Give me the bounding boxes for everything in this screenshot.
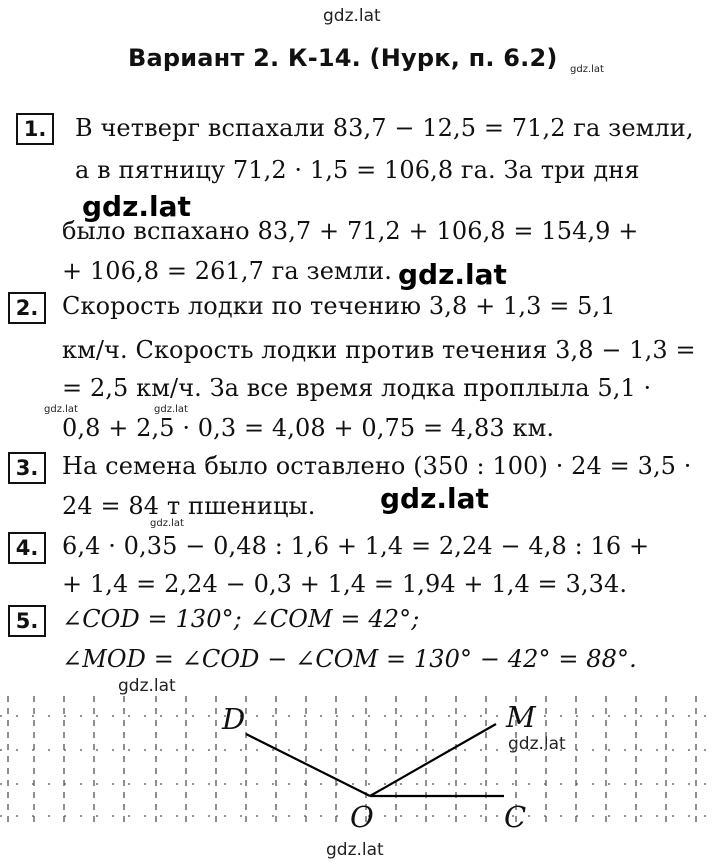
- task-1-line-4: + 106,8 = 261,7 га земли.: [62, 257, 392, 285]
- task-1-line-1: В четверг вспахали 83,7 − 12,5 = 71,2 га земли,: [75, 114, 694, 142]
- watermark-task5: gdz.lat: [118, 676, 176, 696]
- point-label-C: C: [504, 800, 527, 834]
- task-4-line-1: 6,4 · 0,35 − 0,48 : 1,6 + 1,4 = 2,24 − 4,8 : 16 +: [62, 532, 650, 560]
- page-title: Вариант 2. К-14. (Нурк, п. 6.2): [128, 44, 558, 72]
- task-2-line-3: = 2,5 км/ч. За все время лодка проплыла 5,1 ·: [62, 374, 652, 402]
- task-5-line-2: ∠MOD = ∠COD − ∠COM = 130° − 42° = 88°.: [62, 645, 637, 673]
- task-5-number: 5.: [8, 605, 46, 637]
- watermark-task3: gdz.lat: [380, 482, 489, 515]
- watermark-top: gdz.lat: [323, 6, 381, 26]
- task-4-number: 4.: [8, 532, 46, 564]
- task-3-line-2: 24 = 84 т пшеницы.: [62, 492, 316, 520]
- ray-OD: [246, 734, 370, 796]
- point-label-M: M: [506, 700, 536, 734]
- task-1-number: 1.: [16, 113, 54, 145]
- watermark-task2-a: gdz.lat: [44, 404, 78, 415]
- watermark-task1-b: gdz.lat: [398, 258, 507, 291]
- task-2-number: 2.: [8, 292, 46, 324]
- task-4-line-2: + 1,4 = 2,24 − 0,3 + 1,4 = 1,94 + 1,4 = 3,34.: [62, 570, 628, 598]
- watermark-figure: gdz.lat: [508, 734, 566, 754]
- ray-OM: [370, 724, 496, 796]
- watermark-bottom: gdz.lat: [326, 840, 384, 860]
- point-label-O: O: [350, 800, 374, 834]
- task-2-line-2: км/ч. Скорость лодки против течения 3,8 − 1,3 =: [62, 336, 696, 364]
- watermark-task4: gdz.lat: [150, 518, 184, 529]
- task-2-line-1: Скорость лодки по течению 3,8 + 1,3 = 5,1: [62, 292, 616, 320]
- task-2-line-4: 0,8 + 2,5 · 0,3 = 4,08 + 0,75 = 4,83 км.: [62, 414, 555, 442]
- watermark-task1-a: gdz.lat: [82, 190, 191, 223]
- task-5-line-1: ∠COD = 130°; ∠COM = 42°;: [62, 605, 420, 633]
- watermark-task2-b: gdz.lat: [154, 404, 188, 415]
- task-3-line-1: На семена было оставлено (350 : 100) · 24 = 3,5 ·: [62, 452, 692, 480]
- task-1-line-3: было вспахано 83,7 + 71,2 + 106,8 = 154,9 +: [62, 217, 639, 245]
- point-label-D: D: [222, 702, 246, 736]
- task-1-line-2: а в пятницу 71,2 · 1,5 = 106,8 га. За три дня: [75, 156, 640, 184]
- watermark-title: gdz.lat: [570, 64, 604, 75]
- task-3-number: 3.: [8, 452, 46, 484]
